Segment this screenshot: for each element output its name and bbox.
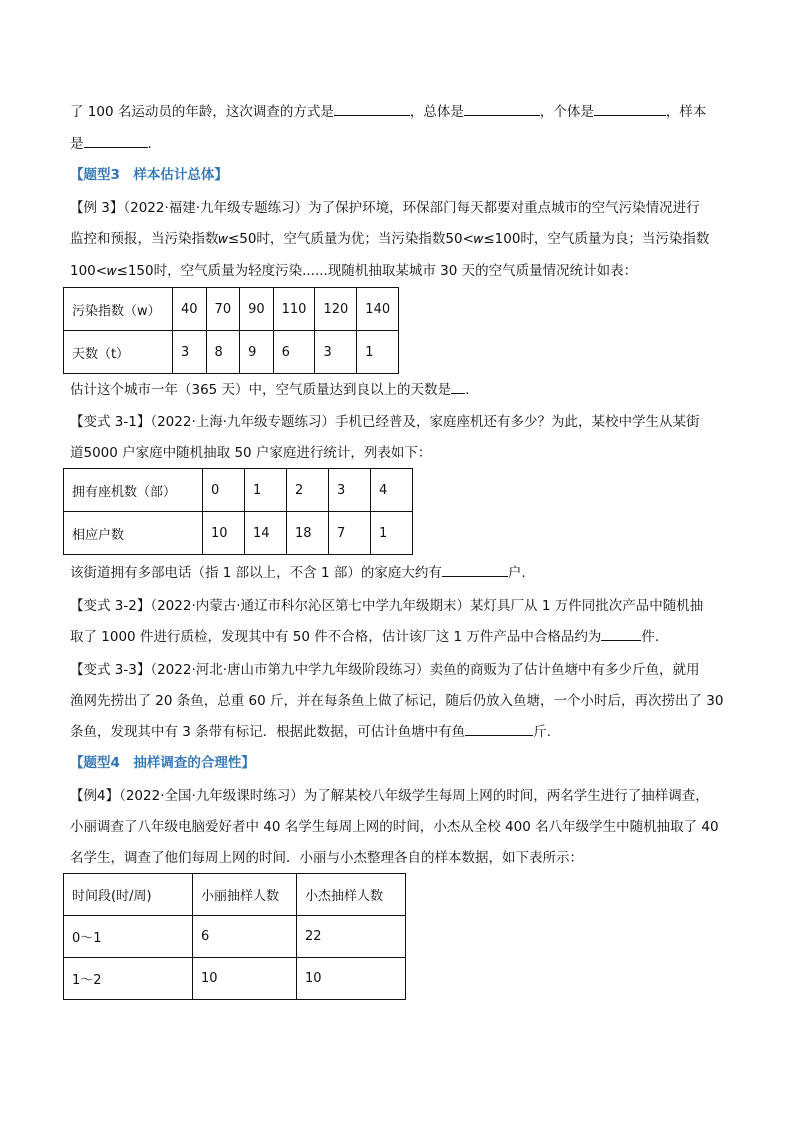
table-cell: 7 xyxy=(329,512,371,555)
table-row xyxy=(64,469,413,512)
table-cell: 1 xyxy=(245,469,287,512)
intro-text-a: 了 100 名运动员的年龄，这次调查的方式是 xyxy=(70,104,334,120)
table-header-cell: 时间段(时/周) xyxy=(64,874,193,916)
answer-blank-var33[interactable] xyxy=(465,722,533,736)
intro-text-d: ，样本 xyxy=(665,104,707,120)
heading-type-3: 【题型3 样本估计总体】 xyxy=(70,167,228,183)
var31-table xyxy=(63,468,413,555)
table-header-cell: 小杰抽样人数 xyxy=(297,874,406,916)
ex3-question xyxy=(70,380,469,400)
table-cell: 1～2 xyxy=(64,958,193,1000)
ex3-table xyxy=(63,287,399,374)
var32-question-text: 取了 1000 件进行质检，发现其中有 50 件不合格，估计该厂这 1 万件产品中合格品约为 xyxy=(70,629,602,645)
intro-text-f: . xyxy=(147,136,152,152)
answer-blank-individual[interactable] xyxy=(594,102,666,116)
table-header-cell: 小丽抽样人数 xyxy=(193,874,297,916)
var33-question-text: 条鱼，发现其中有 3 条带有标记．根据此数据，可估计鱼塘中有鱼 xyxy=(70,724,466,740)
var31-question-end: 户. xyxy=(507,565,526,581)
table-cell: 拥有座机数（部） xyxy=(64,469,203,512)
table-cell: 110 xyxy=(273,288,315,331)
table-cell: 6 xyxy=(193,916,297,958)
var32-question-end: 件. xyxy=(641,629,660,645)
ex4-table xyxy=(63,873,406,1000)
table-cell: 10 xyxy=(297,958,406,1000)
table-cell: 相应户数 xyxy=(64,512,203,555)
table-cell: 3 xyxy=(315,331,357,374)
table-row xyxy=(64,916,406,958)
table-row xyxy=(64,958,406,1000)
answer-blank-ex3[interactable] xyxy=(451,380,465,394)
table-cell: 8 xyxy=(206,331,240,374)
answer-blank-population[interactable] xyxy=(464,102,540,116)
ex3-question-end: . xyxy=(465,382,470,398)
var33-question-end: 斤. xyxy=(533,724,551,740)
var33-line-2: 渔网先捞出了 20 条鱼，总重 60 斤，并在每条鱼上做了标记，随后仍放入鱼塘，一个小时后，再次捞出了 30 xyxy=(70,693,724,709)
table-cell: 140 xyxy=(357,288,399,331)
var32-line-2 xyxy=(70,627,659,647)
var31-question xyxy=(70,563,526,583)
table-cell: 0 xyxy=(203,469,245,512)
table-row xyxy=(64,874,406,916)
ex4-line-1: 【例4】（2022·全国·九年级课时练习）为了解某校八年级学生每周上网的时间，两名学生进行了抽样调查， xyxy=(70,788,709,804)
table-cell: 1 xyxy=(371,512,413,555)
table-cell: 10 xyxy=(203,512,245,555)
table-cell: 120 xyxy=(315,288,357,331)
table-cell: 污染指数（w） xyxy=(64,288,173,331)
table-cell: 10 xyxy=(193,958,297,1000)
table-cell: 9 xyxy=(240,331,274,374)
table-row xyxy=(64,331,399,374)
table-cell: 3 xyxy=(329,469,371,512)
table-cell: 18 xyxy=(287,512,329,555)
answer-blank-var32[interactable] xyxy=(601,627,641,641)
table-cell: 40 xyxy=(173,288,207,331)
ex3-line-2: 监控和预报，当污染指数𝑤≤50时，空气质量为优；当污染指数50<𝑤≤100时，空气质量为良；当污染指数 xyxy=(70,231,710,247)
ex4-line-2: 小丽调查了八年级电脑爱好者中 40 名学生每周上网的时间，小杰从全校 400 名八年级学生中随机抽取了 40 xyxy=(70,819,719,835)
answer-blank-sample[interactable] xyxy=(84,134,148,148)
answer-blank-survey-method[interactable] xyxy=(334,102,410,116)
intro-text-e: 是 xyxy=(70,136,84,152)
table-row xyxy=(64,288,399,331)
intro-line-1 xyxy=(70,102,706,122)
table-cell: 2 xyxy=(287,469,329,512)
ex3-line-3: 100<𝑤≤150时，空气质量为轻度污染......现随机抽取某城市 30 天的空气质量情况统计如表： xyxy=(70,263,638,279)
table-cell: 70 xyxy=(206,288,240,331)
table-cell: 天数（t） xyxy=(64,331,173,374)
ex3-line-1: 【例 3】（2022·福建·九年级专题练习）为了保护环境，环保部门每天都要对重点城市的空气污染情况进行 xyxy=(70,200,700,216)
table-cell: 6 xyxy=(273,331,315,374)
table-cell: 3 xyxy=(173,331,207,374)
table-cell: 90 xyxy=(240,288,274,331)
table-cell: 22 xyxy=(297,916,406,958)
answer-blank-var31[interactable] xyxy=(442,563,508,577)
var33-line-1: 【变式 3-3】（2022·河北·唐山市第九中学九年级阶段练习）卖鱼的商贩为了估计鱼塘中有多少斤鱼，就用 xyxy=(70,662,700,678)
table-cell: 4 xyxy=(371,469,413,512)
var33-line-3 xyxy=(70,722,551,742)
var31-line-1: 【变式 3-1】（2022·上海·九年级专题练习）手机已经普及，家庭座机还有多少？为此，某校中学生从某街 xyxy=(70,414,700,430)
table-row xyxy=(64,512,413,555)
var32-line-1: 【变式 3-2】（2022·内蒙古·通辽市科尔沁区第七中学九年级期末）某灯具厂从 1 万件同批次产品中随机抽 xyxy=(70,598,704,614)
intro-text-b: ，总体是 xyxy=(409,104,464,120)
table-cell: 14 xyxy=(245,512,287,555)
heading-type-4: 【题型4 抽样调查的合理性】 xyxy=(70,755,255,771)
ex3-question-text: 估计这个城市一年（365 天）中，空气质量达到良以上的天数是 xyxy=(70,382,452,398)
var31-line-2: 道5000 户家庭中随机抽取 50 户家庭进行统计，列表如下： xyxy=(70,445,432,461)
intro-text-c: ，个体是 xyxy=(539,104,594,120)
var31-question-text: 该街道拥有多部电话（指 1 部以上，不含 1 部）的家庭大约有 xyxy=(70,565,442,581)
table-cell: 0～1 xyxy=(64,916,193,958)
intro-line-2 xyxy=(70,134,152,154)
table-cell: 1 xyxy=(357,331,399,374)
ex4-line-3: 名学生，调查了他们每周上网的时间．小丽与小杰整理各自的样本数据，如下表所示： xyxy=(70,850,583,866)
